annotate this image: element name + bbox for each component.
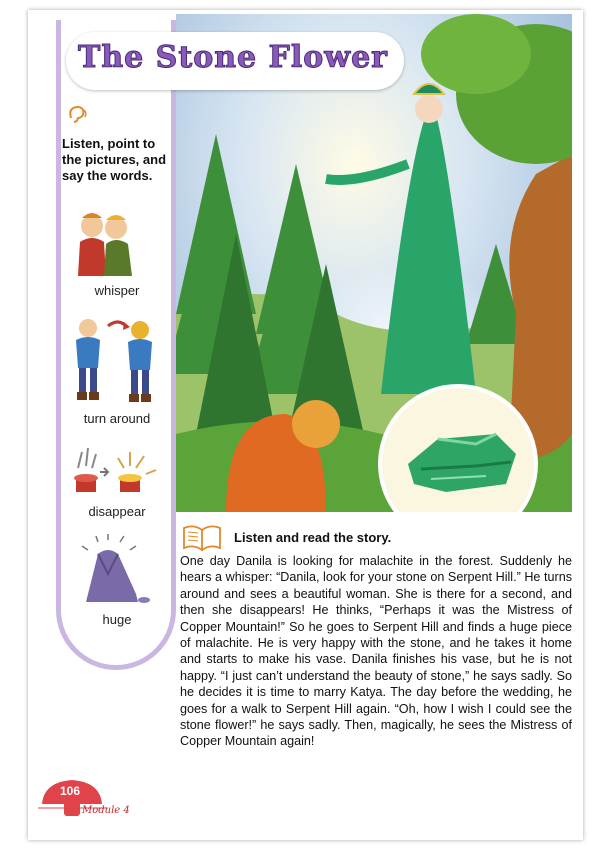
read-book-icon xyxy=(180,522,226,557)
listen-ear-icon xyxy=(66,104,90,131)
huge-rock-picture xyxy=(78,534,158,611)
vocab-instruction: Listen, point to the pictures, and say the words. xyxy=(62,136,167,183)
page-number: 106 xyxy=(60,784,81,798)
word-whisper: whisper xyxy=(94,283,140,298)
word-huge: huge xyxy=(102,612,132,627)
story-text: One day Danila is looking for malachite in the forest. Suddenly he hears a whisper: “Danila, look for your stone on Serpent Hill.” He turns around and sees a beautiful woman. She is there for a second, and then she disappears! He thinks, “Perhaps it was the Mistress of Copper Mountain!” So he goes to Serpent Hill and finds a huge piece of malachite. He is very happy with the stone, and he takes it home and starts to make his vase. Danila finishes his vase, but he is not happy. “I just can’t understand the beauty of stone,” he says sadly. So he decides it is time to marry Katya. The day before the wedding, he goes for a walk to Serpent Hill again. “Oh, how I wish I could see the stone flower!” he says sadly. Then, magically, he sees the Mistress of Copper Mountain again! xyxy=(180,554,572,749)
story-instruction: Listen and read the story. xyxy=(234,530,392,545)
whisper-picture xyxy=(70,206,140,281)
module-label: Module 4 xyxy=(82,805,130,816)
disappear-picture xyxy=(64,444,164,505)
word-turn-around: turn around xyxy=(83,411,151,426)
word-disappear: disappear xyxy=(88,504,146,519)
turn-around-picture xyxy=(66,316,166,409)
page-title: The Stone Flower xyxy=(78,40,388,75)
